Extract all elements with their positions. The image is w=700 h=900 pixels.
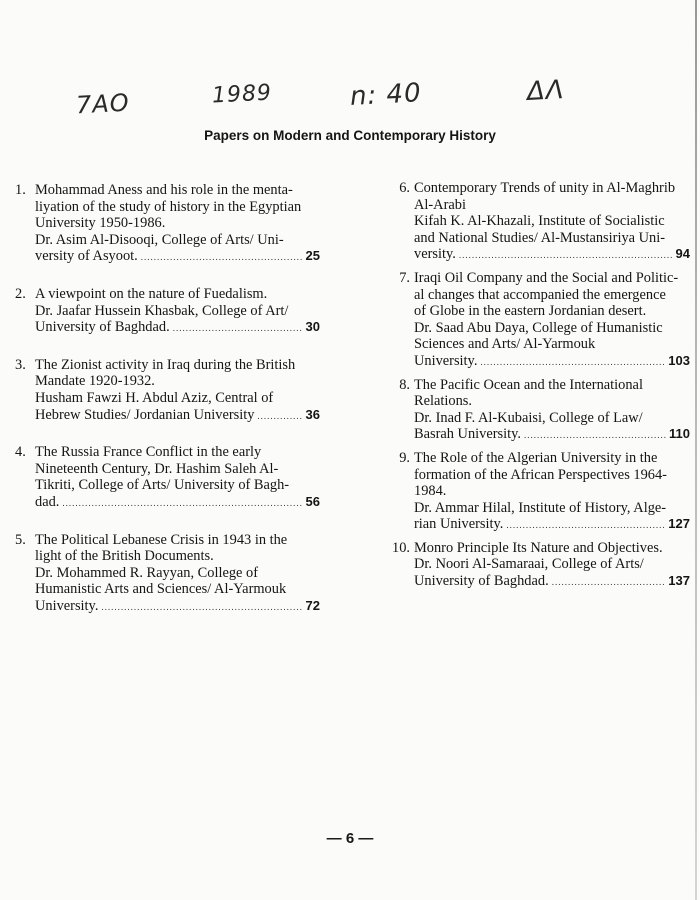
entry-line: Al-Arabi <box>414 196 466 213</box>
entry-number: 2. <box>15 285 26 302</box>
entry-line: Iraqi Oil Company and the Social and Politic- <box>414 269 679 286</box>
entry-line: Nineteenth Century, Dr. Hashim Saleh Al- <box>35 460 279 477</box>
entry-line: Dr. Jaafar Hussein Khasbak, College of Art/ <box>35 302 289 319</box>
entry-number: 6. <box>399 180 410 196</box>
toc-entry <box>15 182 320 266</box>
toc-entry <box>15 444 320 511</box>
dot-leader <box>552 574 666 591</box>
entry-line: The Political Lebanese Crisis in 1943 in the <box>35 531 288 548</box>
page-number: 56 <box>305 493 320 509</box>
entry-number: 10. <box>392 539 410 556</box>
entry-line: The Pacific Ocean and the International <box>414 376 643 393</box>
entry-number: 7. <box>399 269 410 286</box>
entry-line: Mohammad Aness and his role in the menta- <box>35 182 293 198</box>
entry-line: al changes that accompanied the emergence <box>414 286 666 303</box>
entry-line: Dr. Saad Abu Daya, College of Humanistic <box>414 319 663 336</box>
entry-line: Tikriti, College of Arts/ University of Bagh- <box>35 477 290 494</box>
entry-number: 5. <box>15 531 26 548</box>
entry-line: and National Studies/ Al-Mustansiriya Uni- <box>414 229 666 246</box>
entry-line: University. <box>414 352 478 369</box>
entry-line: Dr. Noori Al-Samaraai, College of Arts/ <box>414 556 644 573</box>
entry-last-line <box>414 426 690 444</box>
toc-entry <box>390 540 690 591</box>
entry-last-line <box>414 246 690 264</box>
page-number: 137 <box>668 573 690 589</box>
entry-line: University of Baghdad. <box>35 319 170 336</box>
entry-line: light of the British Documents. <box>35 548 214 565</box>
entry-line: A viewpoint on the nature of Fuedalism. <box>35 285 268 302</box>
toc-entry <box>390 450 690 534</box>
dot-leader <box>480 354 665 371</box>
page-number: 25 <box>305 248 320 264</box>
entry-line: 1984. <box>414 483 447 500</box>
entry-line: Monro Principle Its Nature and Objectives. <box>414 539 663 556</box>
handwritten-note: n: 40 <box>349 78 423 112</box>
handwritten-note: 7AO <box>75 88 131 120</box>
entry-line: of Globe in the eastern Jordanian desert. <box>414 303 647 320</box>
entry-last-line <box>35 319 320 337</box>
dot-leader <box>506 517 665 534</box>
entry-number: 3. <box>15 356 26 373</box>
entry-last-line <box>35 407 320 425</box>
entry-line: The Russia France Conflict in the early <box>35 444 262 461</box>
entry-line: University 1950-1986. <box>35 215 166 232</box>
entry-line: Kifah K. Al-Khazali, Institute of Socialistic <box>414 213 665 230</box>
entry-line: rian University. <box>414 516 504 533</box>
entry-last-line <box>35 494 320 512</box>
entry-last-line <box>35 248 320 266</box>
page-number: 94 <box>675 246 690 262</box>
entry-line: The Zionist activity in Iraq during the British <box>35 356 296 373</box>
toc-entry <box>15 532 320 616</box>
entry-line: Dr. Ammar Hilal, Institute of History, Alge- <box>414 499 667 516</box>
entry-line: Dr. Asim Al-Disooqi, College of Arts/ Uni- <box>35 231 284 248</box>
entry-line: Hebrew Studies/ Jordanian University <box>35 406 255 423</box>
page-number: 110 <box>669 426 690 442</box>
entry-line: versity of Asyoot. <box>35 248 138 265</box>
dot-leader <box>141 249 303 266</box>
entry-line: Sciences and Arts/ Al-Yarmouk <box>414 336 596 353</box>
entry-line: versity. <box>414 246 456 263</box>
entry-line: The Role of the Algerian University in the <box>414 449 658 466</box>
page-number: 72 <box>305 597 320 613</box>
toc-entry <box>390 270 690 371</box>
handwritten-note: ΔΛ <box>526 75 566 107</box>
dot-leader <box>173 320 303 337</box>
entry-line: Contemporary Trends of unity in Al-Maghrib <box>414 180 676 196</box>
handwritten-note: 1989 <box>211 80 273 109</box>
entry-last-line <box>414 353 690 371</box>
entry-last-line <box>35 598 320 616</box>
entry-number: 9. <box>399 449 410 466</box>
entry-number: 8. <box>399 376 410 393</box>
entry-line: Mandate 1920-1932. <box>35 373 155 390</box>
entry-line: formation of the African Perspectives 1964- <box>414 466 667 483</box>
dot-leader <box>257 408 302 425</box>
page-number: 30 <box>305 319 320 335</box>
dot-leader <box>459 247 673 264</box>
entry-last-line <box>414 573 690 591</box>
entry-line: Basrah University. <box>414 426 521 443</box>
entry-line: University. <box>35 597 99 614</box>
entry-line: Humanistic Arts and Sciences/ Al-Yarmouk <box>35 581 287 598</box>
contents-column-right <box>390 180 690 591</box>
entry-line: Dr. Mohammed R. Rayyan, College of <box>35 564 259 581</box>
entry-number: 1. <box>15 182 26 198</box>
toc-entry <box>15 357 320 424</box>
entry-line: University of Baghdad. <box>414 573 549 590</box>
page-number: 127 <box>668 516 690 532</box>
entry-line: dad. <box>35 493 60 510</box>
page-footer-number: — 6 — <box>326 830 374 847</box>
dot-leader <box>101 599 302 616</box>
toc-entry <box>390 377 690 444</box>
entry-line: Dr. Inad F. Al-Kubaisi, College of Law/ <box>414 409 643 426</box>
contents-column-left <box>15 182 320 615</box>
toc-entry <box>15 286 320 337</box>
entry-last-line <box>414 516 690 534</box>
dot-leader <box>62 495 302 512</box>
entry-line: liyation of the study of history in the Egyptian <box>35 198 302 215</box>
page-number: 36 <box>305 406 320 422</box>
dot-leader <box>524 427 666 444</box>
page-title: Papers on Modern and Contemporary History <box>204 128 496 143</box>
page-number: 103 <box>668 352 690 368</box>
entry-line: Relations. <box>414 393 472 410</box>
toc-entry <box>390 180 690 264</box>
entry-line: Husham Fawzi H. Abdul Aziz, Central of <box>35 389 274 406</box>
entry-number: 4. <box>15 444 26 461</box>
